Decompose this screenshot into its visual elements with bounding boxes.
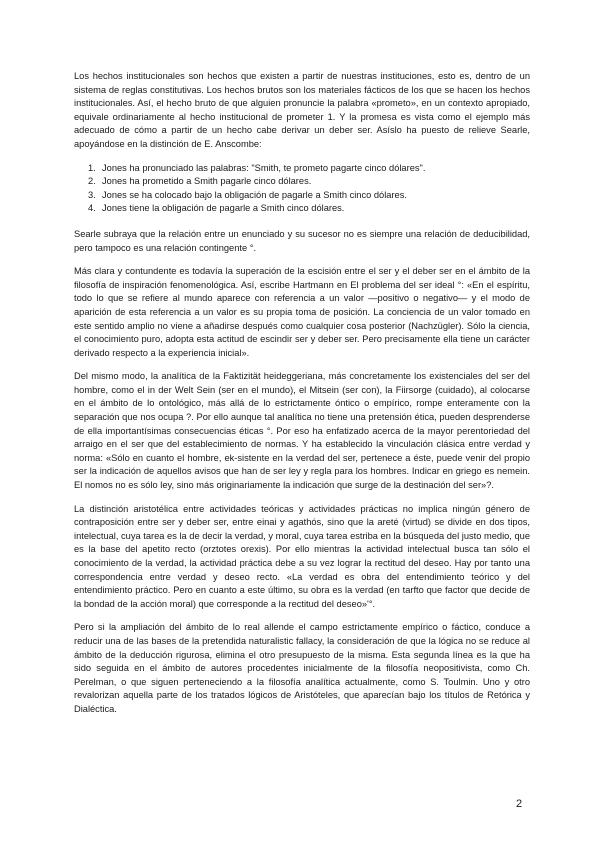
list-item-number: 4. xyxy=(88,203,96,214)
paragraph-naturalistic-fallacy: Pero si la ampliación del ámbito de lo real allende el campo estrictamente empírico o fáctico, conduce a reducir una de las bases de la pretendida naturalistic fallacy, la consideración de que la lógica no se reduce al ámbito de la deducción rigurosa, elimina el otro presupuesto de la misma. Esta segunda línea es la que ha sido seguida en el ámbito de autores procedentes inicialmente de la filosofía neopositivista, como Ch. Perelman, o que siguen perteneciendo a la filosofía analítica actualmente, como S. Toulmin. Uno y otro revalorizan aquella parte de los tratados lógicos de Aristóteles, que aparecían bajo los títulos de Retórica y Dialéctica. xyxy=(74,622,530,714)
list-item-number: 3. xyxy=(88,189,96,200)
paragraph-hartmann: Más clara y contundente es todavía la superación de la escisión entre el ser y el deber ser en el ámbito de la filosofía de inspiración fenomenológica. Así, escribe Hartmann en El problema del ser ideal °: «En el espíritu, todo lo que se refiere al mundo aparece con referencia a un valor —positivo o negativo— y el modo de aparición de esta referencia a un valor es su propia toma de posición. La conciencia de un valor tomado en este sentido amplio no viene a añadirse después como cualquier cosa posterior (Nachzügler). Sólo la ciencia, el conocimiento puro, adopta esta actitud de escindir ser y deber ser. Pero precisamente ella tiene un carácter derivado respecto a la experiencia inicial». xyxy=(74,266,530,358)
list-item-text: Jones ha prometido a Smith pagarle cinco dólares. xyxy=(102,176,312,187)
document-body xyxy=(74,70,530,727)
paragraph-aristotle: La distinción aristotélica entre actividades teóricas y actividades prácticas no implica ningún género de contraposición entre ser y deber ser, entre einai y agathós, sino que la areté (virtud) se divide en dos tipos, intelectual, cuya tarea es la de decir la verdad, y moral, cuya tarea estriba en la búsqueda del justo medio, que es la base del apetito recto (orztotes orexis). Por ello mientras la actividad intelectual busca tan sólo el conocimiento de la verdad, la actividad práctica debe a su vez lograr la rectitud del deseo. Hay por tanto una correspondencia entre verdad y deseo recto. «La verdad es obra del entendimiento teórico y del entendimiento práctico. Pero en cuanto a este último, su obra es la verdad (en tarfto que factor que decide de la bondad de la acción moral) que corresponde a la rectitud del deseo»'°. xyxy=(74,503,530,609)
list-item-text: Jones tiene la obligación de pagarle a Smith cinco dólares. xyxy=(102,203,345,214)
paragraph-heidegger: Del mismo modo, la analítica de la Faktizität heideggeriana, más concretamente los existenciales del ser del hombre, como el in der Welt Sein (ser en el mundo), el Mitsein (ser con), la Fiirsorge (cuidado), al colocarse en el ámbito de lo ontológico, más allá de lo estrictamente óntico o empírico, rompe enteramente con la separación que nos ocupa ?. Por ello aunque tal analítica no tiene una pretensión ética, pueden desprenderse de ella importantísimas consecuencias éticas °. Por eso ha enfatizado acerca de la mayor perentoriedad del arraigo en el ser que del establecimiento de normas. Y ha establecido la vinculación clásica entre verdad y norma: «Sólo en cuanto el hombre, ek-sistente en la verdad del ser, pertenece a éste, puede venir del propio ser la indicación de aquellos avisos que han de ser ley y regla para los hombres. Indicar en griego es nemein. El nomos no es sólo ley, sino más originariamente la indicación que surge de la destinación del ser»?. xyxy=(74,371,530,491)
list-item xyxy=(88,189,530,203)
numbered-list xyxy=(74,162,530,216)
list-item-number: 2. xyxy=(88,176,96,187)
list-item xyxy=(88,175,530,189)
list-item-number: 1. xyxy=(88,162,96,173)
list-item xyxy=(88,162,530,176)
page-number: 2 xyxy=(516,798,523,810)
list-item-text: Jones ha pronunciado las palabras: "Smith, te prometo pagarte cinco dólares". xyxy=(102,162,426,173)
list-item-text: Jones se ha colocado bajo la obligación de pagarle a Smith cinco dólares. xyxy=(102,189,407,200)
list-item xyxy=(88,202,530,216)
paragraph-institutional-facts: Los hechos institucionales son hechos que existen a partir de nuestras instituciones, esto es, dentro de un sistema de reglas constitutivas. Los hechos brutos son los materiales fácticos de los que se hacen los hechos institucionales. Así, el hecho bruto de que alguien pronuncie la palabra «prometo», en un contexto apropiado, equivale ordinariamente al hecho institucional de prometer 1. Y la promesa es vista como el ejemplo más adecuado de cómo a partir de un hecho cabe derivar un deber ser. Asíslo ha puesto de relieve Searle, apoyándose en la distinción de E. Anscombe: xyxy=(74,71,530,149)
paragraph-searle: Searle subraya que la relación entre un enunciado y su sucesor no es siempre una relación de deducibilidad, pero tampoco es una relación contingente °. xyxy=(74,228,530,253)
